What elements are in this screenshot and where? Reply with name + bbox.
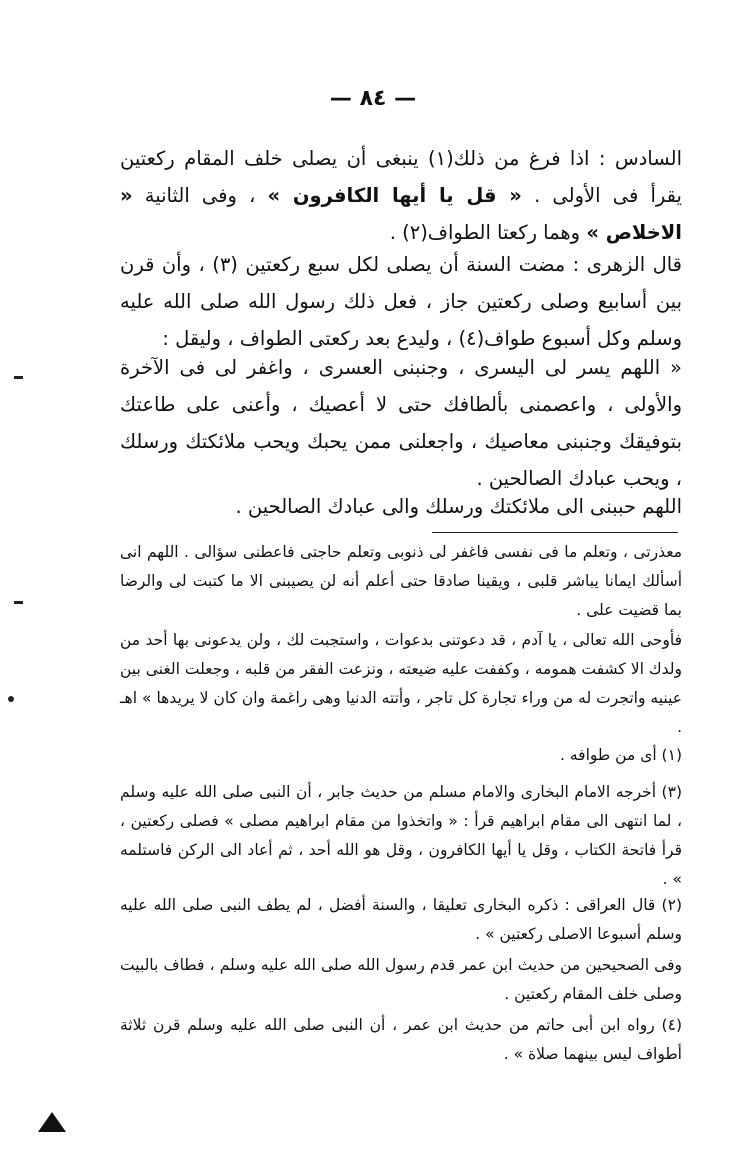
- footnote-text: (٣) أخرجه الامام البخارى والامام مسلم من حديث جابر ، أن النبى صلى الله عليه وسلم ، لما انتهى الى مقام ابراهيم قرأ : « واتخذوا من مقام ابراهيم مصلى » فصلى ركعتين ، قرأ فاتحة الكتاب ، وقل يا أيها الكافرون ، وقل هو الله أحد ، ثم أعاد الى الركن فاستلمه » .: [120, 783, 682, 888]
- footnote-2: [120, 891, 682, 949]
- footnote-continuation-2: [120, 626, 682, 742]
- paragraph-supplication: [120, 349, 682, 497]
- footnote-text: وفى الصحيحين من حديث ابن عمر قدم رسول الله صلى الله عليه وسلم ، فطاف بالبيت وصلى خلف المقام ركعتين .: [120, 956, 682, 1003]
- footnote-3: [120, 778, 682, 894]
- margin-dot: [8, 696, 14, 702]
- footnote-text: فأوحى الله تعالى ، يا آدم ، قد دعوتنى بدعوات ، واستجبت لك ، ولن يدعونى بها أحد من ولدك الا كشفت همومه ، وكففت عليه ضيعته ، ونزعت الفقر من قلبه ، وجعلت الغنى بين عينيه واتجرت له من وراء تجارة كل تاجر ، وأتته الدنيا وهى راغمة وان كان لا يريدها » اهـ .: [120, 631, 682, 736]
- footnote-1: [120, 741, 682, 770]
- surah-name-kafirun: « قل يا أيها الكافرون »: [267, 184, 522, 207]
- footnote-text: (٤) رواه ابن أبى حاتم من حديث ابن عمر ، أن النبى صلى الله عليه وسلم قرن ثلاثة أطواف ليس بينهما صلاة » .: [120, 1016, 682, 1063]
- footnote-text: معذرتى ، وتعلم ما فى نفسى فاغفر لى ذنوبى وتعلم حاجتى فاعطنى سؤالى . اللهم انى أسألك ايمانا يباشر قلبى ، ويقينا صادقا حتى أعلم أنه لن يصيبنى الا ما كتبت لى والرضا بما قضيت على .: [120, 543, 682, 619]
- footnote-continuation: [120, 538, 682, 625]
- corner-triangle-icon: [38, 1112, 66, 1132]
- paragraph-text: قال الزهرى : مضت السنة أن يصلى لكل سبع ركعتين (٣) ، وأن قرن بين أسابيع وصلى ركعتين جاز ، فعل ذلك رسول الله صلى الله عليه وسلم وكل أسبوع طواف(٤) ، وليدع بعد ركعتى الطواف ، وليقل :: [120, 253, 682, 350]
- footnote-2-continued: [120, 951, 682, 1009]
- footnote-text: (٢) قال العراقى : ذكره البخارى تعليقا ، والسنة أفضل ، لم يطف النبى صلى الله عليه وسلم أسبوعا الاصلى ركعتين » .: [120, 896, 682, 943]
- paragraph-text: ، وفى الثانية: [144, 184, 256, 207]
- margin-mark: [14, 376, 23, 379]
- footnote-text: (١) أى من طوافه .: [560, 746, 682, 764]
- paragraph-text: « اللهم يسر لى اليسرى ، وجنبنى العسرى ، واغفر لى فى الآخرة والأولى ، واعصمنى بألطافك حتى لا أعصيك ، وأعنى على طاعتك بتوفيقك وجنبنى معاصيك ، واجعلنى ممن يحبك ويحب ملائكتك ورسلك ، ويحب عبادك الصالحين .: [120, 356, 682, 490]
- paragraph-text: السادس : اذا فرغ من ذلك(١) ينبغى أن يصلى خلف المقام ركعتين يقرأ فى الأولى .: [120, 147, 683, 207]
- page-number: — ٨٤ —: [329, 86, 417, 111]
- footnote-4: [120, 1011, 682, 1069]
- footnote-divider: [432, 532, 678, 533]
- surah-name-ikhlas: « الاخلاص »: [120, 184, 682, 244]
- paragraph-supplication-closing: [120, 488, 682, 525]
- paragraph-sixth-step: [120, 140, 682, 251]
- margin-mark: [14, 601, 23, 604]
- paragraph-zuhri: [120, 246, 682, 357]
- paragraph-text: اللهم حببنى الى ملائكتك ورسلك والى عبادك الصالحين .: [235, 495, 682, 518]
- paragraph-text: وهما ركعتا الطواف(٢) .: [389, 221, 581, 244]
